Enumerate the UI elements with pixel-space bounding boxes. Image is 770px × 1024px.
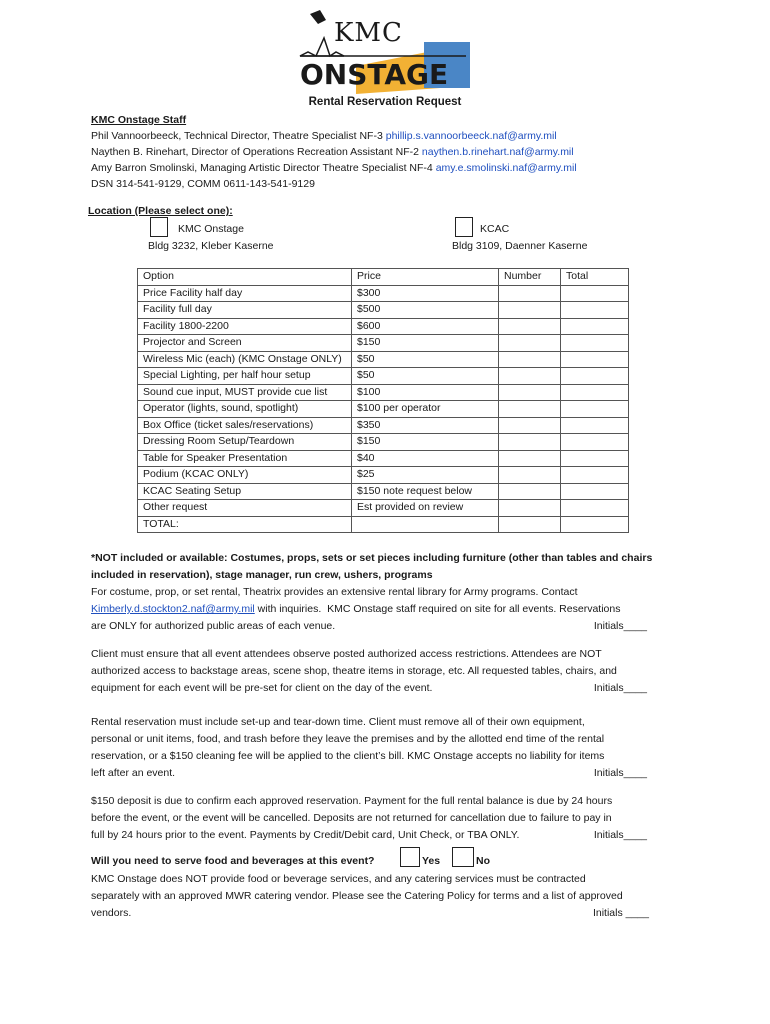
number-cell[interactable] (499, 384, 561, 401)
not-included-section (91, 550, 681, 635)
location-checkbox-kcac[interactable] (455, 217, 473, 237)
table-row (138, 450, 629, 467)
staff-member (91, 161, 577, 175)
number-cell[interactable] (499, 483, 561, 500)
price-cell: $150 note request below (352, 483, 499, 500)
price-cell (352, 516, 499, 533)
number-cell[interactable] (499, 285, 561, 302)
column-header-option: Option (138, 269, 352, 286)
staff-email-link[interactable]: amy.e.smolinski.naf@army.mil (435, 162, 577, 174)
food-line: KMC Onstage does NOT provide food or beverage services, and any catering services must be contracted (91, 873, 586, 885)
bird-icon (310, 10, 326, 24)
table-row (138, 467, 629, 484)
table-row (138, 417, 629, 434)
deposit-line: $150 deposit is due to confirm each approved reservation. Payment for the full rental balance is due by 24 hours (91, 795, 613, 807)
staff-phone: DSN 314-541-9129, COMM 0611-143-541-9129 (91, 178, 315, 190)
access-section (91, 646, 681, 697)
staff-member (91, 145, 574, 159)
total-cell[interactable] (561, 401, 629, 418)
access-line: equipment for each event will be pre-set for client on the day of the event. (91, 682, 433, 694)
table-row (138, 285, 629, 302)
food-no-checkbox[interactable] (452, 847, 474, 867)
food-last-line (91, 905, 681, 922)
option-cell: Other request (138, 500, 352, 517)
initials-field[interactable]: Initials____ (593, 620, 647, 632)
food-line: separately with an approved MWR catering vendor. Please see the Catering Policy for terms and a list of approved (91, 890, 623, 902)
table-row (138, 384, 629, 401)
setup-line: reservation, or a $150 cleaning fee will be applied to the client’s bill. KMC Onstage accepts no liability for items (91, 750, 605, 762)
food-yes-checkbox[interactable] (400, 847, 420, 867)
table-row (138, 351, 629, 368)
contact-email-link[interactable]: Kimberly.d.stockton2.naf@army.mil (91, 603, 255, 615)
column-header-price: Price (352, 269, 499, 286)
total-cell[interactable] (561, 384, 629, 401)
total-cell[interactable] (561, 417, 629, 434)
table-row (138, 434, 629, 451)
location-name-kmc-onstage: KMC Onstage (178, 223, 244, 235)
table-row (138, 500, 629, 517)
total-cell[interactable] (561, 450, 629, 467)
option-cell: TOTAL: (138, 516, 352, 533)
column-header-total: Total (561, 269, 629, 286)
table-row (138, 483, 629, 500)
kmc-onstage-logo (296, 8, 476, 94)
staff-member-text: Phil Vannoorbeeck, Technical Director, Theatre Specialist NF-3 (91, 130, 386, 142)
access-last-line (91, 680, 681, 697)
deposit-line: before the event, or the event will be cancelled. Deposits are not returned for cancellation due to failure to pay in (91, 812, 612, 824)
deposit-line: full by 24 hours prior to the event. Payments by Credit/Debit card, Unit Check, or TBA ONLY. (91, 829, 520, 841)
price-cell: $40 (352, 450, 499, 467)
number-cell[interactable] (499, 368, 561, 385)
number-cell[interactable] (499, 467, 561, 484)
initials-field[interactable]: Initials ____ (592, 907, 649, 919)
food-no-label: No (476, 855, 490, 867)
setup-line: personal or unit items, food, and trash before they leave the premises and by the allotted end time of the rental (91, 733, 605, 745)
price-table (137, 268, 629, 533)
initials-field[interactable]: Initials____ (593, 767, 647, 779)
price-cell: $100 (352, 384, 499, 401)
option-cell: Table for Speaker Presentation (138, 450, 352, 467)
option-cell: KCAC Seating Setup (138, 483, 352, 500)
location-checkbox-kmc-onstage[interactable] (150, 217, 168, 237)
total-cell[interactable] (561, 483, 629, 500)
not-included-line: For costume, prop, or set rental, Theatrix provides an extensive rental library for Army programs. Contact (91, 586, 578, 598)
column-header-number: Number (499, 269, 561, 286)
option-cell: Podium (KCAC ONLY) (138, 467, 352, 484)
price-cell: $50 (352, 368, 499, 385)
price-cell: Est provided on review (352, 500, 499, 517)
option-cell: Facility full day (138, 302, 352, 319)
total-cell[interactable] (561, 500, 629, 517)
total-cell[interactable] (561, 335, 629, 352)
price-cell: $600 (352, 318, 499, 335)
location-address-kmc-onstage: Bldg 3232, Kleber Kaserne (148, 240, 274, 252)
option-cell: Facility 1800-2200 (138, 318, 352, 335)
staff-member (91, 129, 557, 143)
option-cell: Wireless Mic (each) (KMC Onstage ONLY) (138, 351, 352, 368)
price-cell: $300 (352, 285, 499, 302)
total-cell[interactable] (561, 285, 629, 302)
staff-email-link[interactable]: phillip.s.vannoorbeeck.naf@army.mil (385, 130, 557, 142)
total-cell[interactable] (561, 302, 629, 319)
option-cell: Special Lighting, per half hour setup (138, 368, 352, 385)
total-cell[interactable] (561, 318, 629, 335)
food-section (91, 871, 681, 922)
page-title: Rental Reservation Request (308, 96, 462, 108)
option-cell: Box Office (ticket sales/reservations) (138, 417, 352, 434)
initials-field[interactable]: Initials____ (593, 829, 647, 841)
not-included-last-line (91, 618, 681, 635)
setup-last-line (91, 765, 681, 782)
staff-email-link[interactable]: naythen.b.rinehart.naf@army.mil (421, 146, 574, 158)
price-cell: $100 per operator (352, 401, 499, 418)
option-cell: Price Facility half day (138, 285, 352, 302)
logo-top-text: KMC (334, 18, 403, 48)
access-line: Client must ensure that all event attendees observe posted authorized access restrictions. Attendees are NOT (91, 648, 602, 660)
total-cell[interactable] (561, 467, 629, 484)
number-cell[interactable] (499, 417, 561, 434)
staff-member-text: Amy Barron Smolinski, Managing Artistic Director Theatre Specialist NF-4 (91, 162, 436, 174)
option-cell: Dressing Room Setup/Teardown (138, 434, 352, 451)
location-name-kcac: KCAC (480, 223, 510, 235)
number-cell[interactable] (499, 516, 561, 533)
table-row (138, 302, 629, 319)
access-line: authorized access to backstage areas, scene shop, theatre items in storage, etc. All requested tables, chairs, and (91, 665, 617, 677)
table-row (138, 318, 629, 335)
food-line: vendors. (91, 907, 132, 919)
total-cell[interactable] (561, 368, 629, 385)
table-header-row (138, 269, 629, 286)
deposit-section (91, 793, 681, 844)
price-cell: $150 (352, 434, 499, 451)
number-cell[interactable] (499, 318, 561, 335)
staff-heading: KMC Onstage Staff (91, 114, 187, 126)
option-cell: Operator (lights, sound, spotlight) (138, 401, 352, 418)
total-cell[interactable] (561, 351, 629, 368)
table-row-total (138, 516, 629, 533)
food-yes-label: Yes (422, 855, 441, 867)
staff-member-text: Naythen B. Rinehart, Director of Operations Recreation Assistant NF-2 (91, 146, 422, 158)
price-cell: $500 (352, 302, 499, 319)
location-address-kcac: Bldg 3109, Daenner Kaserne (452, 240, 588, 252)
number-cell[interactable] (499, 351, 561, 368)
total-cell[interactable] (561, 434, 629, 451)
setup-line: left after an event. (91, 767, 176, 779)
total-cell[interactable] (561, 516, 629, 533)
not-included-line: *NOT included or available: Costumes, props, sets or set pieces including furniture (other than tables and chairs (91, 552, 653, 564)
price-cell: $25 (352, 467, 499, 484)
option-cell: Projector and Screen (138, 335, 352, 352)
number-cell[interactable] (499, 401, 561, 418)
setup-line: Rental reservation must include set-up and tear-down time. Client must remove all of their own equipment, (91, 716, 585, 728)
table-row (138, 335, 629, 352)
not-included-line: are ONLY for authorized public areas of each venue. (91, 620, 336, 632)
number-cell[interactable] (499, 335, 561, 352)
initials-field[interactable]: Initials____ (593, 682, 647, 694)
not-included-line: included in reservation), stage manager, run crew, ushers, programs (91, 569, 433, 581)
number-cell[interactable] (499, 434, 561, 451)
price-cell: $150 (352, 335, 499, 352)
setup-section (91, 714, 681, 782)
location-heading: Location (Please select one): (88, 205, 233, 217)
number-cell[interactable] (499, 450, 561, 467)
food-question: Will you need to serve food and beverages at this event? (91, 855, 375, 867)
number-cell[interactable] (499, 500, 561, 517)
number-cell[interactable] (499, 302, 561, 319)
table-row (138, 401, 629, 418)
logo-bottom-text: ONSTAGE (300, 58, 449, 91)
contact-line-text: with inquiries. KMC Onstage staff required on site for all events. Reservations (254, 603, 621, 615)
deposit-last-line (91, 827, 681, 844)
table-row (138, 368, 629, 385)
option-cell: Sound cue input, MUST provide cue list (138, 384, 352, 401)
price-cell: $50 (352, 351, 499, 368)
price-cell: $350 (352, 417, 499, 434)
not-included-contact-line (91, 601, 681, 618)
